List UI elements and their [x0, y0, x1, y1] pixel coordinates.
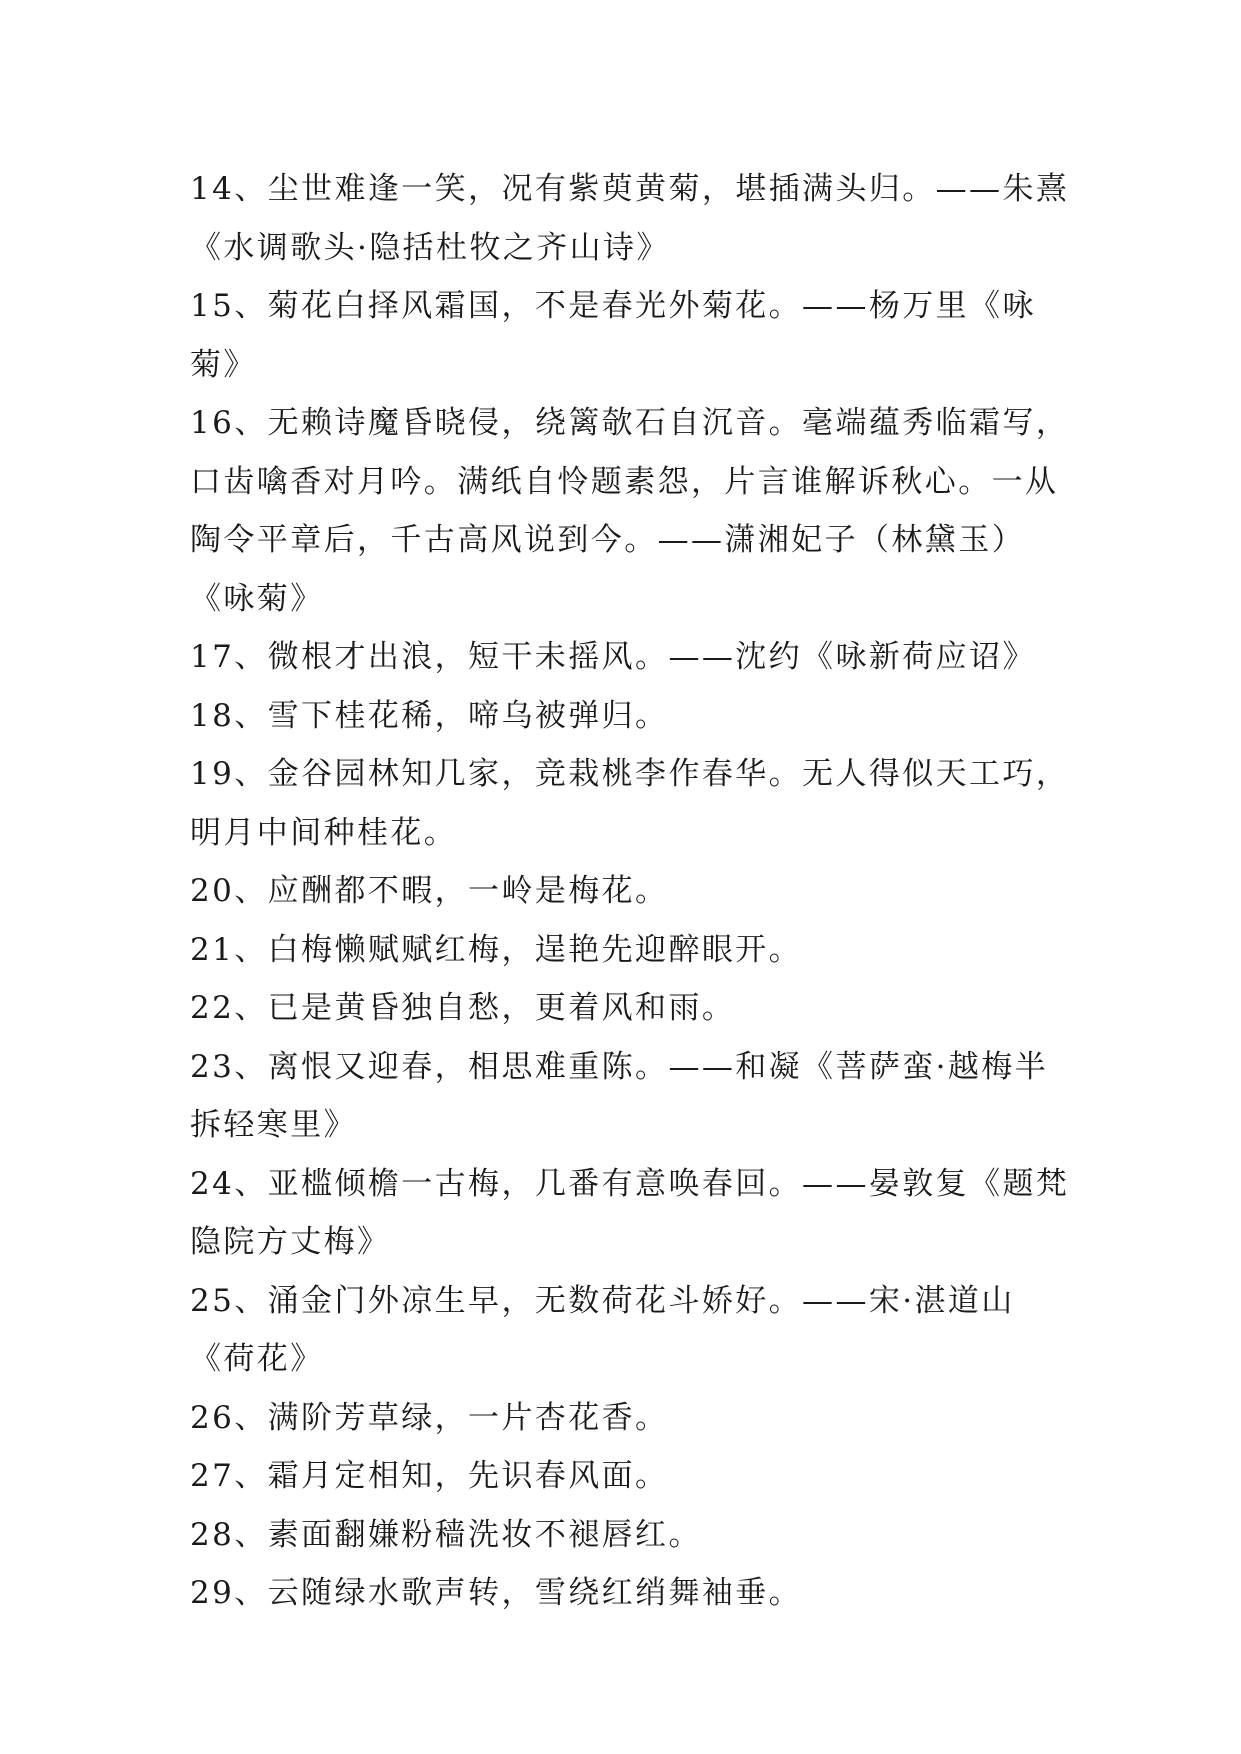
poem-entry-24: 24、亚槛倾檐一古梅，几番有意唤春回。——晏敦复《题梵隐院方丈梅》 — [190, 1165, 1070, 1260]
poem-entry-21: 21、白梅懒赋赋红梅，逞艳先迎醉眼开。 — [190, 931, 803, 968]
poem-entry-23: 23、离恨又迎春，相思难重陈。——和凝《菩萨蛮·越梅半拆轻寒里》 — [190, 1048, 1049, 1143]
poem-entry-20: 20、应酬都不暇，一岭是梅花。 — [190, 873, 669, 909]
poem-entry-16: 16、无赖诗魔昏晓侵，绕篱欹石自沉音。毫端蕴秀临霜写，口齿噙香对月吟。满纸自怜题素怨，片言谁解诉秋心。一从陶令平章后，千古高风说到今。——潇湘妃子（林黛玉）《咏菊》 — [190, 405, 1070, 617]
poem-list — [190, 160, 1070, 1623]
poem-entry-17: 17、微根才出浪，短干未摇风。——沈约《咏新荷应诏》 — [190, 639, 1036, 675]
poem-entry-14: 14、尘世难逢一笑，况有紫萸黄菊，堪插满头归。——朱熹《水调歌头·隐括杜牧之齐山诗》 — [190, 171, 1070, 266]
poem-entry-22: 22、已是黄昏独自愁，更着风和雨。 — [190, 990, 736, 1026]
poem-entry-19: 19、金谷园林知几家，竞栽桃李作春华。无人得似天工巧，明月中间种桂花。 — [190, 756, 1070, 851]
poem-entry-18: 18、雪下桂花稀，啼乌被弹归。 — [190, 697, 669, 734]
poem-entry-26: 26、满阶芳草绿，一片杏花香。 — [190, 1399, 669, 1436]
poem-entry-25: 25、涌金门外凉生早，无数荷花斗娇好。——宋·湛道山《荷花》 — [190, 1282, 1015, 1377]
poem-entry-28: 28、素面翻嫌粉穑洗妆不褪唇红。 — [190, 1516, 702, 1553]
poem-entry-27: 27、霜月定相知，先识春风面。 — [190, 1458, 669, 1494]
poem-entry-15: 15、菊花白择风霜国，不是春光外菊花。——杨万里《咏菊》 — [190, 288, 1036, 383]
poem-entry-29: 29、云随绿水歌声转，雪绕红绡舞袖垂。 — [190, 1575, 803, 1611]
